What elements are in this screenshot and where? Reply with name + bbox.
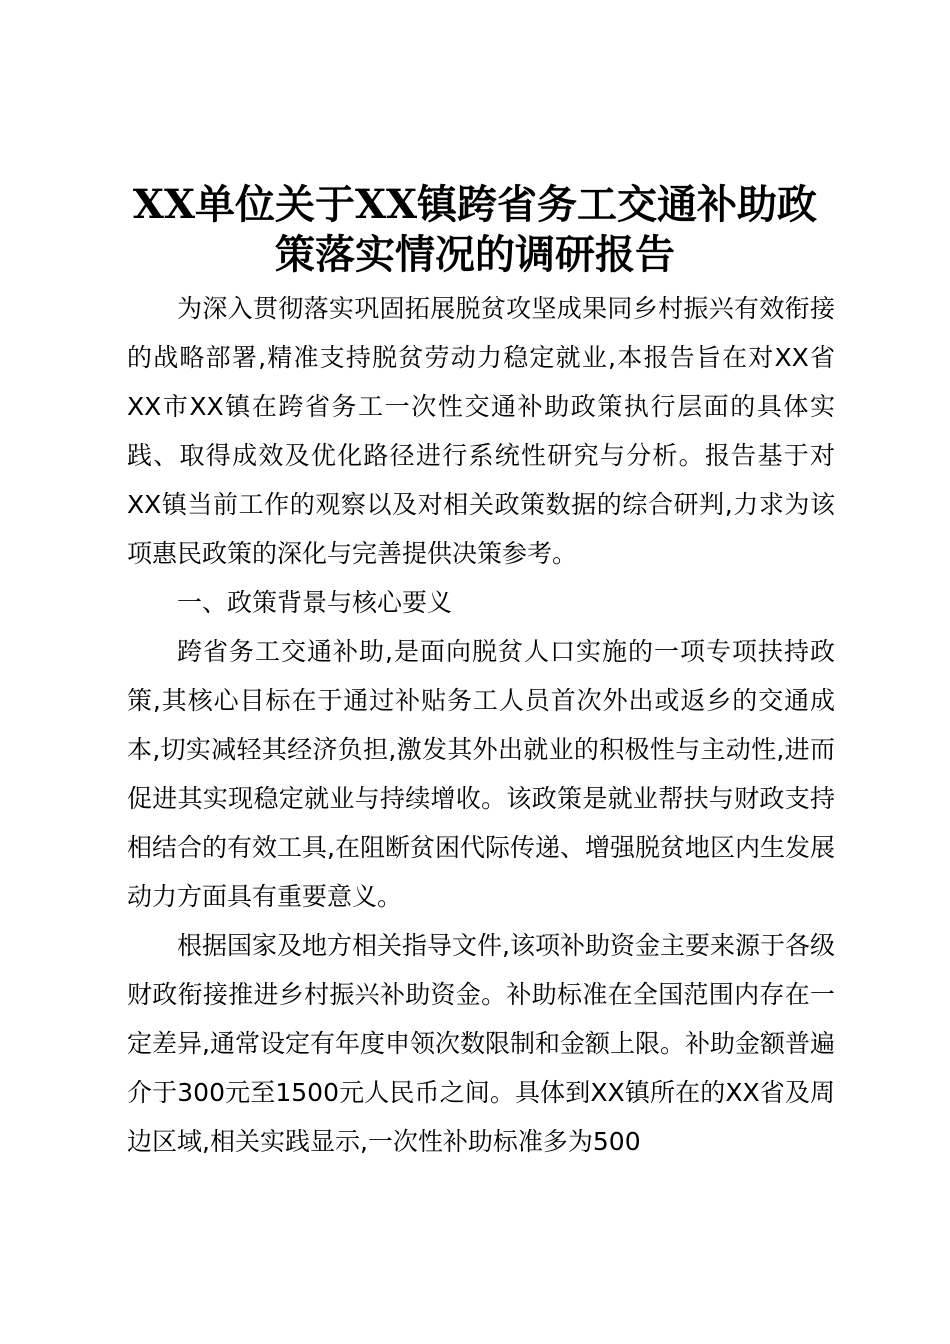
paragraph-intro: 为深入贯彻落实巩固拓展脱贫攻坚成果同乡村振兴有效衔接的战略部署,精准支持脱贫劳动力稳定就业,本报告旨在对XX省XX市XX镇在跨省务工一次性交通补助政策执行层面的具体实践、取得成效及优化路径进行系统性研究与分析。报告基于对XX镇当前工作的观察以及对相关政策数据的综合研判,力求为该项惠民政策的深化与完善提供决策参考。 <box>127 294 835 568</box>
paragraph-policy-background: 跨省务工交通补助,是面向脱贫人口实施的一项专项扶持政策,其核心目标在于通过补贴务工人员首次外出或返乡的交通成本,切实减轻其经济负担,激发其外出就业的积极性与主动性,进而促进其实现稳定就业与持续增收。该政策是就业帮扶与财政支持相结合的有效工具,在阻断贫困代际传递、增强脱贫地区内生发展动力方面具有重要意义。 <box>127 637 835 911</box>
document-title <box>100 180 850 280</box>
document-body <box>127 284 835 1166</box>
title-line-1: XX单位关于XX镇跨省务工交通补助政 <box>132 181 818 228</box>
title-line-2: 策落实情况的调研报告 <box>275 231 675 278</box>
paragraph-funding-standard: 根据国家及地方相关指导文件,该项补助资金主要来源于各级财政衔接推进乡村振兴补助资金。补助标准在全国范围内存在一定差异,通常设定有年度申领次数限制和金额上限。补助金额普遍介于300元至1500元人民币之间。具体到XX镇所在的XX省及周边区域,相关实践显示,一次性补助标准多为500 <box>127 931 835 1156</box>
section-heading-1: 一、政策背景与核心要义 <box>177 588 453 617</box>
